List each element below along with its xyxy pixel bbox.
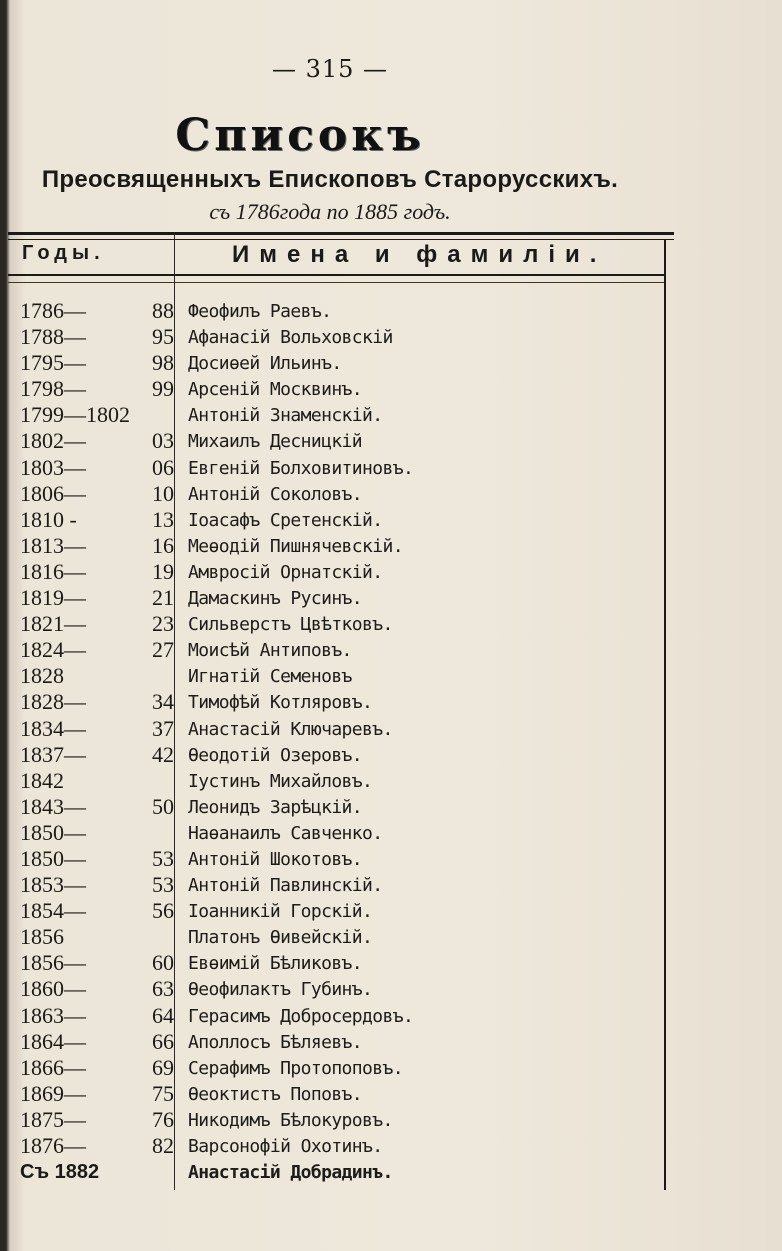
bishop-name: Антоній Соколовъ. [188, 483, 363, 505]
date-range: съ 1786года по 1885 годъ. [209, 199, 451, 224]
year-start: 1816— [20, 558, 86, 584]
bishop-name: Ѳеофилактъ Губинъ. [188, 979, 373, 1001]
table-body [20, 298, 660, 1185]
table-row [20, 1003, 660, 1029]
year-start: 1875— [20, 1106, 86, 1132]
year-end: 19 [152, 558, 174, 584]
year-end: 75 [152, 1080, 174, 1106]
year-start: 1863— [20, 1002, 86, 1028]
year-start: 1806— [20, 480, 86, 506]
table-row [20, 846, 660, 872]
bishop-name: Моисѣй Антиповъ. [188, 640, 352, 662]
year-end: 23 [152, 611, 174, 637]
header-bottom-thin-rule [8, 282, 664, 283]
table-row [20, 950, 660, 976]
year-start: Съ 1882 [20, 1161, 100, 1184]
year-end: 82 [152, 1133, 174, 1158]
table-row [20, 585, 660, 611]
year-start: 1850— [20, 845, 86, 871]
bishop-name: Меѳодій Пишнячевскій. [188, 535, 403, 557]
year-end: 95 [152, 324, 174, 350]
bishop-name: Платонъ Ѳивейскій. [188, 927, 373, 949]
year-end: 88 [152, 298, 174, 323]
bishop-name: Никодимъ Бѣлокуровъ. [188, 1109, 393, 1131]
document-title: Списокъ [175, 110, 425, 161]
table-row [20, 350, 660, 376]
bishop-name: Антоній Павлинскій. [188, 875, 383, 897]
year-start: 1828 [20, 663, 64, 689]
year-start: 1866— [20, 1054, 86, 1080]
bishop-name: Евѳимій Бѣликовъ. [188, 953, 363, 975]
year-end: 53 [152, 872, 174, 898]
bishop-name: Серафимъ Протопоповъ. [188, 1057, 403, 1079]
year-end: 98 [152, 350, 174, 376]
bishop-name: Сильверстъ Цвѣтковъ. [188, 614, 393, 636]
table-row [20, 898, 660, 924]
year-end: 27 [152, 637, 174, 663]
header-bottom-rule [8, 274, 664, 276]
year-start: 1856— [20, 950, 86, 976]
year-end: 69 [152, 1054, 174, 1080]
bishop-name: Феофилъ Раевъ. [188, 301, 332, 322]
bishop-name: Аполлосъ Бѣляевъ. [188, 1031, 363, 1053]
year-end: 63 [152, 976, 174, 1002]
bishop-name: Афанасій Вольховскій [188, 327, 393, 349]
table-row [20, 1055, 660, 1081]
page-number: — 315 — [271, 55, 389, 83]
year-end: 56 [152, 898, 174, 924]
bishop-name: Антоній Шокотовъ. [188, 848, 363, 870]
bishop-name: Евгеній Болховитиновъ. [188, 457, 414, 479]
year-start: 1819— [20, 585, 86, 611]
bishop-name: Михаилъ Десницкій [188, 431, 363, 453]
year-end: 60 [152, 950, 174, 976]
year-start: 1810 - [20, 506, 77, 532]
header-years: Годы. [22, 242, 105, 264]
table-row [20, 689, 660, 715]
year-start: 1788— [20, 324, 86, 350]
table-row [20, 559, 660, 585]
table-row [20, 481, 660, 507]
table-right-border [664, 240, 666, 1190]
bishop-name: Тимофѣй Котляровъ. [188, 692, 373, 714]
table-row [20, 507, 660, 533]
bishop-name: Варсонофій Охотинъ. [188, 1136, 383, 1157]
table-row [20, 924, 660, 950]
year-end: 37 [152, 715, 174, 741]
bishop-name: Игнатій Семеновъ [188, 666, 352, 688]
table-row [20, 663, 660, 689]
table-row [20, 1159, 660, 1185]
bishop-name: Наѳанаилъ Савченко. [188, 822, 383, 844]
table-row [20, 637, 660, 663]
table-row [20, 428, 660, 454]
year-start: 1869— [20, 1080, 86, 1106]
year-end: 34 [152, 689, 174, 715]
year-end: 03 [152, 428, 174, 454]
table-row [20, 742, 660, 768]
table-row [20, 1081, 660, 1107]
table-row [20, 1029, 660, 1055]
bishop-name: Досиѳей Ильинъ. [188, 353, 342, 375]
year-start: 1860— [20, 976, 86, 1002]
bishop-name: Ѳеодотій Озеровъ. [188, 744, 363, 766]
table-row [20, 716, 660, 742]
table-row [20, 376, 660, 402]
table-row [20, 768, 660, 794]
table-row [20, 533, 660, 559]
table-top-rule [8, 232, 674, 235]
year-start: 1864— [20, 1028, 86, 1054]
year-end: 13 [152, 506, 174, 532]
year-start: 1837— [20, 741, 86, 767]
year-start: 1795— [20, 350, 86, 376]
table-row [20, 872, 660, 898]
bishop-name: Іустинъ Михайловъ. [188, 770, 373, 792]
year-end: 53 [152, 845, 174, 871]
year-end: 42 [152, 741, 174, 767]
document-subtitle: Преосвященныхъ Епископовъ Старорусскихъ. [41, 166, 619, 193]
table-row [20, 1133, 660, 1159]
bishop-name: Герасимъ Добросердовъ. [188, 1005, 414, 1027]
year-end: 99 [152, 376, 174, 402]
year-end: 10 [152, 480, 174, 506]
year-start: 1856 [20, 924, 64, 950]
bishop-name: Іоанникій Горскій. [188, 901, 373, 923]
header-names: Имена и фамиліи. [232, 241, 607, 268]
bishop-name: Арсеній Москвинъ. [188, 379, 363, 401]
year-end: 06 [152, 454, 174, 480]
table-row [20, 1107, 660, 1133]
year-start: 1813— [20, 532, 86, 558]
year-end: 21 [152, 585, 174, 611]
year-start: 1824— [20, 637, 86, 663]
table-row [20, 402, 660, 428]
table-top-thin-rule [8, 239, 674, 240]
year-end: 66 [152, 1028, 174, 1054]
bishop-name: Амвросій Орнатскій. [188, 561, 383, 583]
bishop-name: Анастасій Ключаревъ. [188, 718, 393, 740]
year-start: 1853— [20, 872, 86, 898]
bishop-name: Антоній Знаменскій. [188, 405, 383, 427]
bishop-name: Дамаскинъ Русинъ. [188, 588, 363, 610]
year-end: 64 [152, 1002, 174, 1028]
table-row [20, 976, 660, 1002]
bishop-name: Ѳеоктистъ Поповъ. [188, 1083, 363, 1105]
year-start: 1876— [20, 1133, 86, 1158]
year-start: 1803— [20, 454, 86, 480]
year-end: 76 [152, 1106, 174, 1132]
year-start: 1843— [20, 793, 86, 819]
year-start: 1828— [20, 689, 86, 715]
year-start: 1802— [20, 428, 86, 454]
year-start: 1798— [20, 376, 86, 402]
year-start: 1786— [20, 298, 86, 323]
year-start: 1799—1802 [20, 402, 130, 428]
table-row [20, 455, 660, 481]
table-row [20, 820, 660, 846]
year-end: 16 [152, 532, 174, 558]
table-row [20, 324, 660, 350]
year-start: 1834— [20, 715, 86, 741]
year-start: 1850— [20, 819, 86, 845]
table-row [20, 298, 660, 324]
bishop-name: Леонидъ Зарѣцкій. [188, 796, 363, 818]
year-start: 1842 [20, 767, 64, 793]
table-row [20, 794, 660, 820]
bishop-name: Анастасій Добрадинъ. [188, 1162, 393, 1184]
year-start: 1821— [20, 611, 86, 637]
table-row [20, 611, 660, 637]
year-end: 50 [152, 793, 174, 819]
bishop-name: Іоасафъ Сретенскій. [188, 509, 383, 531]
year-start: 1854— [20, 898, 86, 924]
